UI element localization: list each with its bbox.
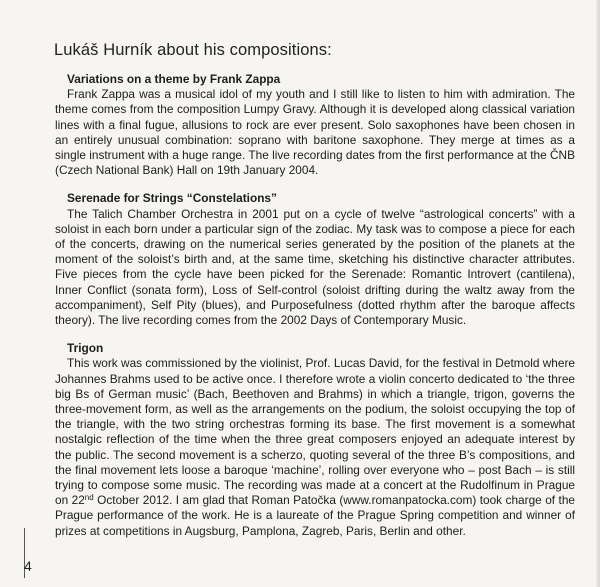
page-number: 4 [24,558,32,574]
section-body-part: This work was commissioned by the violinist, Prof. Lucas David, for the festival in Detmold where Johannes Brahms used to be active once. I therefore wrote a violin concerto dedicated to ‘the three big Bs of German music’ (Bach, Beethoven and Brahms) in which a triangle, trigon, governs the three-movement form, as well as the arrangements on the podium, the soloist occupying the top of the triangle, with the two string orchestras forming its base. The first movement is a somewhat nostalgic reflection of the time when the three great composers enjoyed an adequate interest by the public. The second movement is a scherzo, quoting several of the three B’s compositions, and the final movement lets loose a baroque ‘machine’, rolling over everyone who – post Bach – is still trying to compose some music. The recording was made at a concert at the Rudolfinum in Prague on 22 [55,356,575,508]
section-body-part: October 2012. I am glad that Roman Patočka (www.romanpatocka.com) took charge of the Prague performance of the work. He is a laureate of the Prague Spring competition and winner of prizes at competitions in Augsburg, Pamplona, Zagreb, Paris, Berlin and other. [55,493,575,538]
binding-edge [596,0,600,587]
section-trigon [55,341,575,539]
section-body [55,356,575,538]
section-title: Trigon [67,341,104,356]
section-body: The Talich Chamber Orchestra in 2001 put on a cycle of twelve “astrological concerts” with a soloist in each born under a particular sign of the zodiac. My task was to compose a piece for each of the concerts, drawing on the numerical series generated by the position of the planets at the moment of the soloist’s birth and, at the same time, sketching his distinctive character attributes. Five pieces from the cycle have been picked for the Serenade: Romantic Introvert (cantilena), Inner Conflict (sonata form), Loss of Self-control (soloist drifting during the waltz away from the accompaniment), Self Pity (blues), and Purposefulness (dotted rhythm after the baroque affects theory). The live recording comes from the 2002 Days of Contemporary Music. [55,206,575,328]
page-heading: Lukáš Hurník about his compositions: [54,41,332,59]
section-title: Variations on a theme by Frank Zappa [67,72,281,86]
section-serenade [55,191,575,328]
ordinal-superscript: nd [84,493,94,503]
compositions-text [55,72,575,552]
section-title: Serenade for Strings “Constelations” [67,191,277,206]
section-body: Frank Zappa was a musical idol of my youth and I still like to listen to him with admiration. The theme comes from the composition Lumpy Gravy. Although it is developed along classical variation lines with a final fugue, allusions to rock are ever present. Solo saxophones have been chosen in an entirely unusual combination: soprano with baritone saxophone. They merge at times as a single instrument with a huge range. The live recording dates from the first performance at the ČNB (Czech National Bank) Hall on 19th January 2004. [55,87,575,178]
section-zappa-variations [55,72,575,178]
